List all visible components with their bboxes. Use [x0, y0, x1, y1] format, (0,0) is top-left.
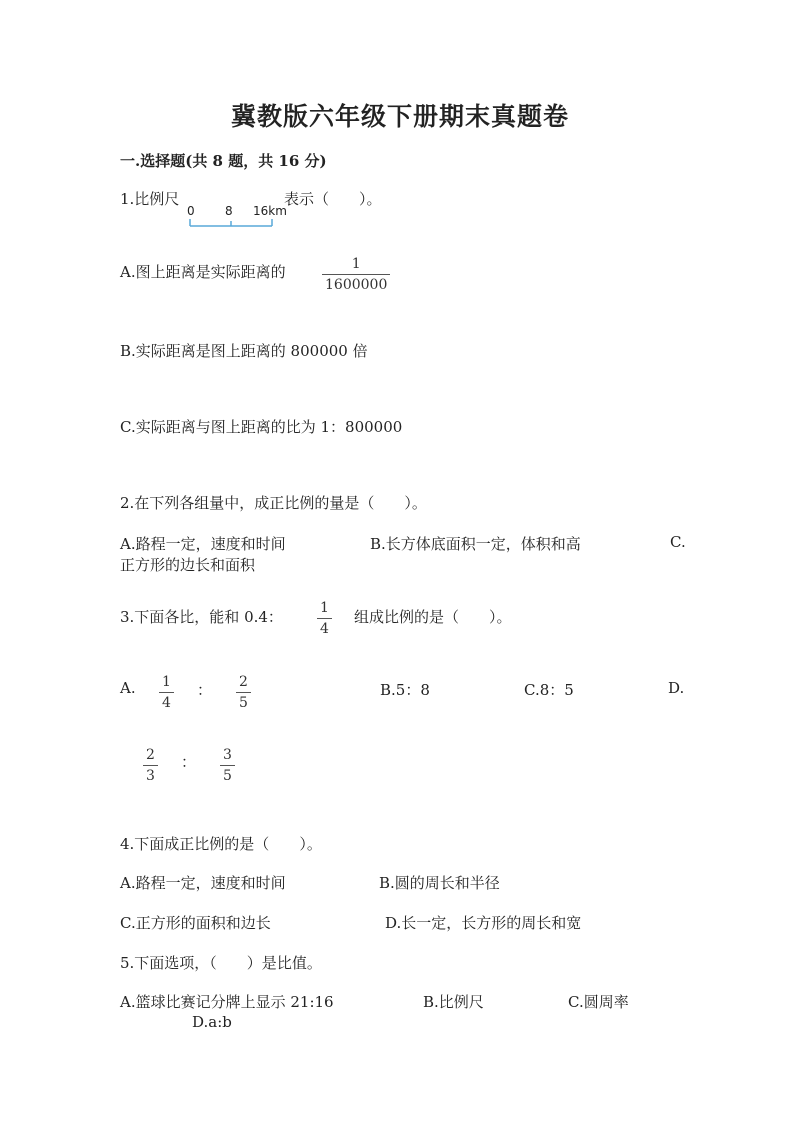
fraction-denominator: 3: [146, 768, 155, 784]
q2-option-b: B.长方体底面积一定，体积和高: [370, 535, 581, 553]
q3-option-c: C.8：5: [524, 681, 574, 699]
q4-option-b: B.圆的周长和半径: [379, 874, 500, 892]
fraction-numerator: 1: [320, 600, 329, 616]
q4-option-a: A.路程一定，速度和时间: [120, 874, 286, 892]
q3-option-a-colon: ：: [197, 681, 213, 699]
q2-option-a: A.路程一定，速度和时间: [120, 535, 286, 553]
q4-stem: 4.下面成正比例的是（ ）。: [120, 835, 322, 853]
q2-option-c-text: 正方形的边长和面积: [120, 556, 256, 574]
q3-option-d-fraction-1: [143, 748, 158, 783]
fraction-numerator: 1: [162, 674, 171, 690]
q5-stem: 5.下面选项，（ ）是比值。: [120, 954, 322, 972]
q3-option-d-label: D.: [668, 679, 685, 697]
page-title: 冀教版六年级下册期末真题卷: [230, 102, 569, 131]
scale-bar-label-16km: 16km: [253, 204, 287, 218]
q2-option-c-label: C.: [670, 533, 686, 551]
q3-option-b: B.5：8: [380, 681, 430, 699]
q3-stem-end: 组成比例的是（ ）。: [354, 608, 512, 626]
fraction-denominator: 4: [320, 621, 329, 637]
q5-option-b: B.比例尺: [423, 993, 484, 1011]
q4-option-c: C.正方形的面积和边长: [120, 914, 271, 932]
fraction-denominator: 5: [223, 768, 232, 784]
fraction-denominator: 4: [162, 695, 171, 711]
q3-stem-start: 3.下面各比，能和 0.4：: [120, 608, 283, 626]
scale-bar-label-8: 8: [225, 204, 233, 218]
q1-option-a: A.图上距离是实际距离的: [120, 263, 286, 281]
q1-option-c: C.实际距离与图上距离的比为 1：800000: [120, 418, 403, 436]
fraction-denominator: 1600000: [325, 277, 388, 293]
q3-option-d-colon: ：: [181, 753, 197, 771]
q3-stem-fraction: [317, 601, 332, 636]
fraction-numerator: 2: [146, 747, 155, 763]
q5-option-d: D.a:b: [192, 1013, 232, 1031]
q1-stem-start: 1.比例尺: [120, 190, 180, 208]
q2-stem: 2.在下列各组量中，成正比例的量是（ ）。: [120, 494, 427, 512]
section-header: 一.选择题(共 8 题，共 16 分): [120, 152, 327, 170]
fraction-numerator: 2: [239, 674, 248, 690]
q1-option-b: B.实际距离是图上距离的 800000 倍: [120, 342, 368, 360]
q4-option-d: D.长一定，长方形的周长和宽: [385, 914, 582, 932]
q3-option-a-fraction-2: [236, 675, 251, 710]
fraction-numerator: 1: [351, 256, 361, 272]
fraction-denominator: 5: [239, 695, 248, 711]
q5-option-c: C.圆周率: [568, 993, 629, 1011]
fraction-numerator: 3: [223, 747, 232, 763]
q1-stem-end: 表示（ ）。: [284, 190, 382, 208]
scale-bar-label-0: 0: [187, 204, 195, 218]
q3-option-d-fraction-2: [220, 748, 235, 783]
scale-bar-graphic: [186, 216, 282, 228]
q5-option-a: A.篮球比赛记分牌上显示 21:16: [120, 993, 334, 1011]
q3-option-a-label: A.: [120, 679, 136, 697]
q1-option-a-fraction: [322, 257, 390, 292]
q3-option-a-fraction-1: [159, 675, 174, 710]
